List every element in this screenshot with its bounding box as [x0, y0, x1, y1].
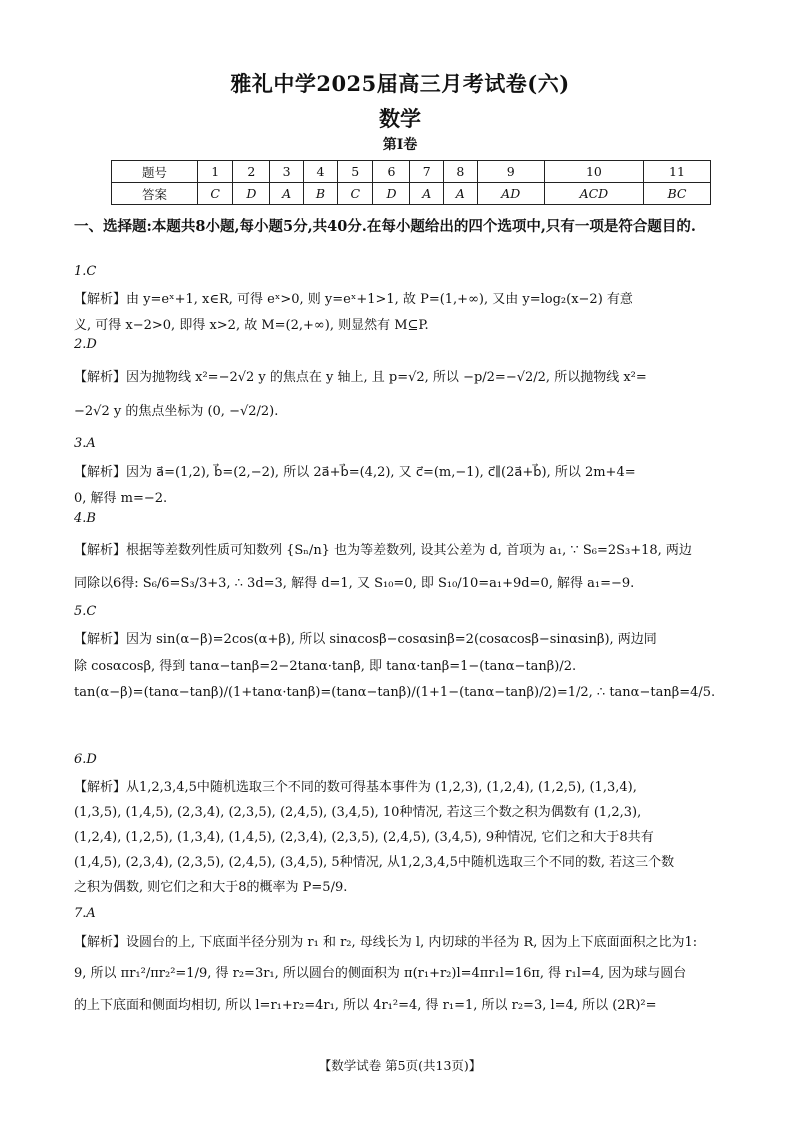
solution-line: (1,2,4), (1,2,5), (1,3,4), (1,4,5), (2,3,4), (2,3,5), (2,4,5), (3,4,5), 9种情况, 它们之和大于8共有 [74, 830, 654, 845]
question-answer-label: 2.D [74, 337, 97, 352]
answer-cell: AD [477, 183, 544, 205]
solution-line: (1,3,5), (1,4,5), (2,3,4), (2,3,5), (2,4,5), (3,4,5), 10种情况, 若这三个数之积为偶数有 (1,2,3), [74, 805, 642, 820]
solution-line: 【解析】根据等差数列性质可知数列 {Sₙ/n} 也为等差数列, 设其公差为 d, 首项为 a₁, ∵ S₆=2S₃+18, 两边 [74, 543, 692, 558]
answer-cell: ACD [544, 183, 643, 205]
solution-line: 9, 所以 πr₁²/πr₂²=1/9, 得 r₂=3r₁, 所以圆台的侧面积为 π(r₁+r₂)l=4πr₁l=16π, 得 r₁l=4, 因为球与圆台 [74, 966, 687, 981]
answer-cell: C [338, 183, 373, 205]
question-number-cell: 1 [198, 161, 233, 183]
solution-line: 的上下底面和侧面均相切, 所以 l=r₁+r₂=4r₁, 所以 4r₁²=4, 得 r₁=1, 所以 r₂=3, l=4, 所以 (2R)²= [74, 998, 657, 1013]
answer-cell: C [198, 183, 233, 205]
answer-cell: D [233, 183, 270, 205]
question-number-cell: 11 [644, 161, 711, 183]
volume-label: 第I卷 [382, 137, 418, 153]
row-label: 答案 [112, 183, 198, 205]
question-number-cell: 3 [270, 161, 304, 183]
section-heading: 一、选择题:本题共8小题,每小题5分,共40分.在每小题给出的四个选项中,只有一项是符合题目的. [74, 218, 696, 235]
question-number-cell: 2 [233, 161, 270, 183]
solution-line: 义, 可得 x−2>0, 即得 x>2, 故 M=(2,+∞), 则显然有 M⊆P. [74, 318, 429, 333]
solution-line: 【解析】设圆台的上, 下底面半径分别为 r₁ 和 r₂, 母线长为 l, 内切球的半径为 R, 因为上下底面面积之比为1: [74, 935, 698, 950]
question-number-cell: 7 [410, 161, 444, 183]
solution-line: −2√2 y 的焦点坐标为 (0, −√2/2). [74, 404, 279, 419]
question-number-cell: 10 [544, 161, 643, 183]
solution-line: 0, 解得 m=−2. [74, 491, 168, 506]
answer-cell: A [270, 183, 304, 205]
question-answer-label: 3.A [74, 436, 96, 451]
solution-line: 【解析】因为抛物线 x²=−2√2 y 的焦点在 y 轴上, 且 p=√2, 所以 −p/2=−√2/2, 所以抛物线 x²= [74, 370, 647, 385]
solution-line: tan(α−β)=(tanα−tanβ)/(1+tanα·tanβ)=(tanα−tanβ)/(1+1−(tanα−tanβ)/2)=1/2, ∴ tanα−tanβ=4/5. [74, 685, 716, 700]
question-number-cell: 8 [444, 161, 478, 183]
answer-cell: BC [644, 183, 711, 205]
solution-line: 【解析】因为 a⃗=(1,2), b⃗=(2,−2), 所以 2a⃗+b⃗=(4,2), 又 c⃗=(m,−1), c⃗∥(2a⃗+b⃗), 所以 2m+4= [74, 465, 636, 480]
answer-row [112, 183, 711, 205]
question-number-cell: 4 [303, 161, 337, 183]
row-label: 题号 [112, 161, 198, 183]
page-footer: 【数学试卷 第5页(共13页)】 [318, 1058, 482, 1073]
question-number-cell: 9 [477, 161, 544, 183]
exam-title: 雅礼中学2025届高三月考试卷(六) [230, 71, 570, 96]
solution-line: 之积为偶数, 则它们之和大于8的概率为 P=5/9. [74, 880, 348, 895]
answer-cell: D [373, 183, 410, 205]
answer-cell: A [410, 183, 444, 205]
answer-cell: A [444, 183, 478, 205]
answer-cell: B [303, 183, 337, 205]
question-answer-label: 5.C [74, 604, 97, 619]
question-number-cell: 5 [338, 161, 373, 183]
question-answer-label: 7.A [74, 906, 96, 921]
question-answer-label: 1.C [74, 264, 97, 279]
solution-line: 【解析】从1,2,3,4,5中随机选取三个不同的数可得基本事件为 (1,2,3), (1,2,4), (1,2,5), (1,3,4), [74, 780, 637, 795]
solution-line: 【解析】由 y=eˣ+1, x∈R, 可得 eˣ>0, 则 y=eˣ+1>1, 故 P=(1,+∞), 又由 y=log₂(x−2) 有意 [74, 292, 633, 307]
solution-line: (1,4,5), (2,3,4), (2,3,5), (2,4,5), (3,4,5), 5种情况, 从1,2,3,4,5中随机选取三个不同的数, 若这三个数 [74, 855, 675, 870]
solution-line: 【解析】因为 sin(α−β)=2cos(α+β), 所以 sinαcosβ−cosαsinβ=2(cosαcosβ−sinαsinβ), 两边同 [74, 632, 657, 647]
question-number-row [112, 161, 711, 183]
question-answer-label: 4.B [74, 511, 96, 526]
solution-line: 除 cosαcosβ, 得到 tanα−tanβ=2−2tanα·tanβ, 即 tanα·tanβ=1−(tanα−tanβ)/2. [74, 659, 577, 674]
answer-table [111, 160, 711, 205]
solution-line: 同除以6得: S₆/6=S₃/3+3, ∴ 3d=3, 解得 d=1, 又 S₁₀=0, 即 S₁₀/10=a₁+9d=0, 解得 a₁=−9. [74, 576, 635, 591]
question-answer-label: 6.D [74, 752, 97, 767]
question-number-cell: 6 [373, 161, 410, 183]
subject-title: 数学 [379, 106, 421, 131]
